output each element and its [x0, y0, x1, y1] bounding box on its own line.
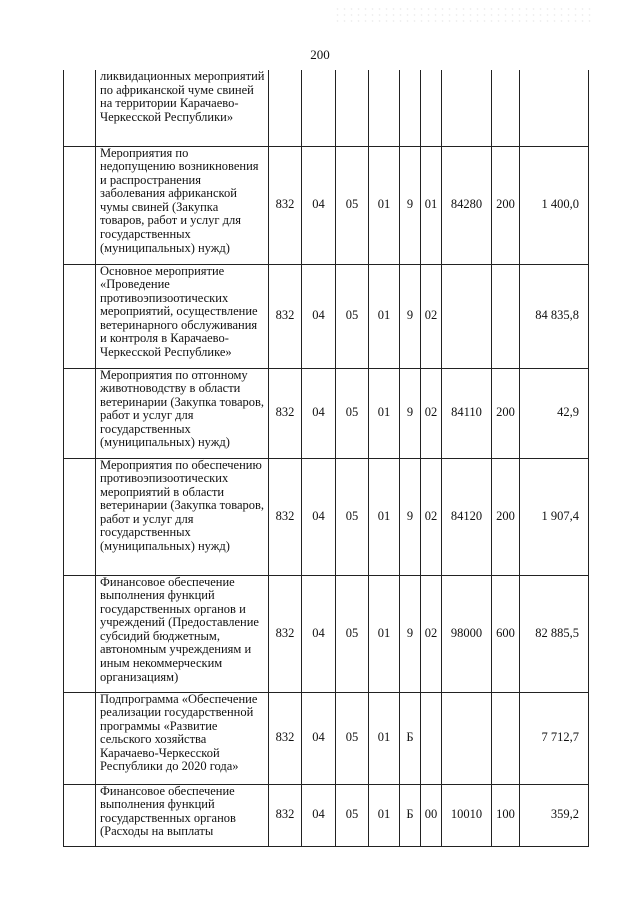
table-row [64, 458, 589, 575]
code-cell: Б [400, 784, 421, 846]
code-cell: 04 [302, 146, 336, 264]
page-number: 200 [310, 47, 330, 62]
code-cell: 05 [336, 784, 369, 846]
code-cell: 10010 [442, 784, 492, 846]
code-cell: 04 [302, 264, 336, 368]
blank-cell [64, 368, 96, 458]
code-cell: 05 [336, 368, 369, 458]
amount-cell: 359,2 [520, 784, 589, 846]
blank-cell [64, 264, 96, 368]
code-cell: 05 [336, 146, 369, 264]
code-cell: 84110 [442, 368, 492, 458]
code-cell: 01 [369, 146, 400, 264]
table-row [64, 784, 589, 846]
row-description: Мероприятия по отгонному животноводству в области ветеринарии (Закупка товаров, работ и услуг для государственных (муниципальных) нужд) [96, 368, 269, 458]
table-row [64, 692, 589, 784]
table-row [64, 368, 589, 458]
code-cell [421, 692, 442, 784]
code-cell: 832 [269, 784, 302, 846]
code-cell: 04 [302, 368, 336, 458]
code-cell: 04 [302, 692, 336, 784]
code-cell: 600 [492, 575, 520, 692]
code-cell [369, 70, 400, 146]
code-cell [400, 70, 421, 146]
code-cell: 9 [400, 146, 421, 264]
code-cell: 84120 [442, 458, 492, 575]
code-cell [492, 692, 520, 784]
row-description: Мероприятия по обеспечению противоэпизоотических мероприятий в области ветеринарии (Закупка товаров, работ и услуг для государственных (муниципальных) нужд) [96, 458, 269, 575]
amount-cell: 7 712,7 [520, 692, 589, 784]
code-cell: 05 [336, 692, 369, 784]
code-cell [492, 264, 520, 368]
code-cell: 04 [302, 784, 336, 846]
code-cell: 01 [369, 458, 400, 575]
code-cell: 98000 [442, 575, 492, 692]
code-cell: 05 [336, 575, 369, 692]
blank-cell [64, 692, 96, 784]
code-cell: 200 [492, 368, 520, 458]
amount-cell: 1 907,4 [520, 458, 589, 575]
code-cell: 200 [492, 146, 520, 264]
amount-cell [520, 70, 589, 146]
code-cell: 02 [421, 575, 442, 692]
blank-cell [64, 70, 96, 146]
code-cell [442, 692, 492, 784]
amount-cell: 84 835,8 [520, 264, 589, 368]
amount-cell: 1 400,0 [520, 146, 589, 264]
code-cell: 832 [269, 692, 302, 784]
code-cell [302, 70, 336, 146]
table-row [64, 264, 589, 368]
code-cell [421, 70, 442, 146]
code-cell: 05 [336, 458, 369, 575]
code-cell: 04 [302, 458, 336, 575]
code-cell: 9 [400, 458, 421, 575]
code-cell: 832 [269, 146, 302, 264]
table-row [64, 575, 589, 692]
code-cell: 01 [369, 264, 400, 368]
code-cell [492, 70, 520, 146]
amount-cell: 82 885,5 [520, 575, 589, 692]
code-cell: 832 [269, 368, 302, 458]
blank-cell [64, 458, 96, 575]
row-description: ликвидационных мероприятий по африканской чуме свиней на территории Карачаево-Черкесской Республики» [96, 70, 269, 146]
code-cell: 832 [269, 458, 302, 575]
code-cell: 9 [400, 368, 421, 458]
code-cell: 02 [421, 264, 442, 368]
blank-cell [64, 575, 96, 692]
row-description: Подпрограмма «Обеспечение реализации государственной программы «Развитие сельского хозяйства Карачаево-Черкесской Республики до 2020 года» [96, 692, 269, 784]
row-description: Финансовое обеспечение выполнения функций государственных органов (Расходы на выплаты [96, 784, 269, 846]
code-cell: 84280 [442, 146, 492, 264]
table-row [64, 70, 589, 146]
code-cell: 9 [400, 575, 421, 692]
row-description: Мероприятия по недопущению возникновения и распространения заболевания африканской чумы свиней (Закупка товаров, работ и услуг для государственных (муниципальных) нужд) [96, 146, 269, 264]
code-cell: 02 [421, 368, 442, 458]
row-description: Финансовое обеспечение выполнения функций государственных органов и учреждений (Предоставление субсидий бюджетным, автономным учреждениям и иным некоммерческим организациям) [96, 575, 269, 692]
code-cell: 9 [400, 264, 421, 368]
code-cell [442, 70, 492, 146]
amount-cell: 42,9 [520, 368, 589, 458]
code-cell [336, 70, 369, 146]
code-cell: 00 [421, 784, 442, 846]
code-cell: 100 [492, 784, 520, 846]
code-cell: 200 [492, 458, 520, 575]
code-cell: 832 [269, 264, 302, 368]
code-cell: 05 [336, 264, 369, 368]
row-description: Основное мероприятие «Проведение противоэпизоотических мероприятий, осуществление ветеринарного обслуживания и контроля в Карачаево-Черкесской Республике» [96, 264, 269, 368]
code-cell: 01 [369, 784, 400, 846]
blank-cell [64, 784, 96, 846]
table-row [64, 146, 589, 264]
code-cell [269, 70, 302, 146]
code-cell: 02 [421, 458, 442, 575]
code-cell: 01 [421, 146, 442, 264]
code-cell: 04 [302, 575, 336, 692]
budget-table [63, 70, 589, 847]
code-cell: 01 [369, 692, 400, 784]
code-cell: Б [400, 692, 421, 784]
code-cell: 832 [269, 575, 302, 692]
code-cell: 01 [369, 368, 400, 458]
code-cell: 01 [369, 575, 400, 692]
scan-noise [334, 6, 594, 24]
blank-cell [64, 146, 96, 264]
code-cell [442, 264, 492, 368]
